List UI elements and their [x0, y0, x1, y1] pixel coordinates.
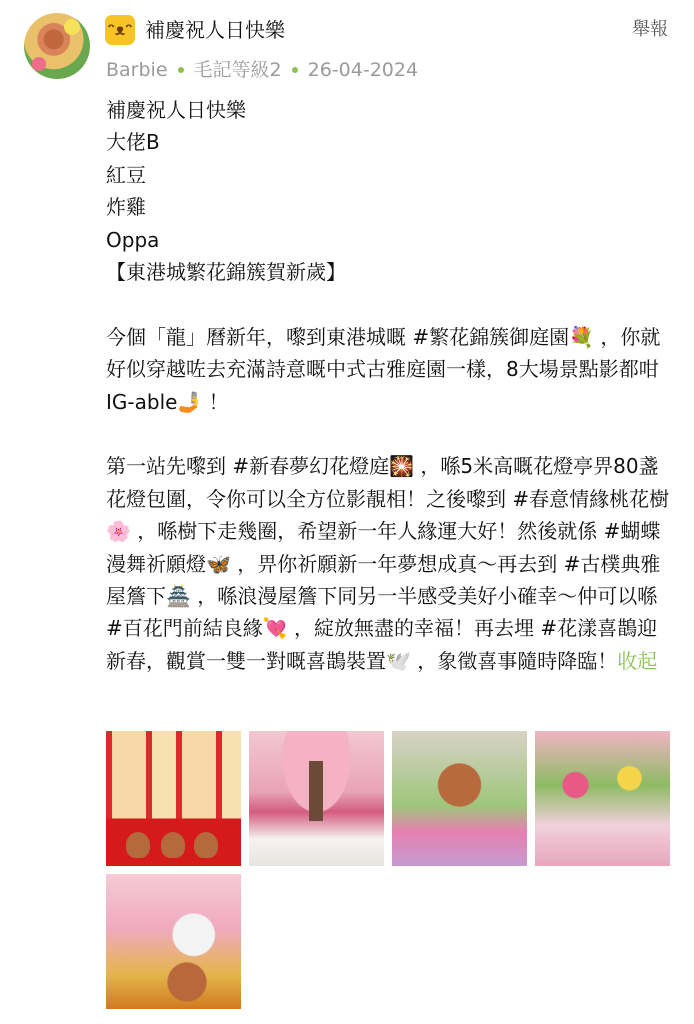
content-line: Oppa [106, 227, 160, 252]
blank-line [106, 288, 672, 320]
user-level: 毛記等級2 [193, 59, 282, 81]
tree-trunk [309, 761, 323, 821]
poodles-with-lion-dance-photo[interactable] [106, 731, 241, 866]
poodle-flower-garden-photo[interactable] [392, 731, 527, 866]
author-name[interactable]: Barbie [106, 59, 168, 81]
report-button[interactable]: 舉報 [632, 19, 668, 40]
content-line: 炸雞 [106, 195, 146, 220]
content-line: 【東港城繁花錦簇賀新歲】 [106, 260, 346, 285]
paragraph-text: 第一站先嚟到 #新春夢幻花燈庭🎇 ，喺5米高嘅花燈亭畀80盞花燈包圍，令你可以全方位影靚相！之後嚟到 #春意情緣桃花樹🌸 ，喺樹下走幾圈，希望新一年人緣運大好！然後就係 #蝴蝶漫舞祈願燈🦋 ，畀你祈願新一年夢想成真～再去到 #古樸典雅屋簷下🏯 ，喺浪漫屋簷下同另一半感受美好小確幸～仲可以喺 #百花門前結良緣💘 ，綻放無盡的幸福！再去埋 #花漾喜鵲迎新春，觀賞一雙一對嘅喜鵲裝置🕊️ ，象徵喜事隨時降臨！ [106, 454, 670, 673]
dog-figure [161, 832, 185, 858]
post-content [106, 94, 672, 677]
dog-figure [194, 832, 218, 858]
grinning-cat-icon: ᵔᴥᵔ [105, 15, 135, 45]
dog-figure [126, 832, 150, 858]
content-paragraph: 今個「龍」曆新年，嚟到東港城嘅 #繁花錦簇御庭園💐 ，你就好似穿越咗去充滿詩意嘅中式古雅庭園一樣，8大場景點影都咁IG-able🤳 ！ [106, 324, 661, 414]
user-avatar[interactable] [24, 13, 90, 79]
blank-line [106, 418, 672, 450]
post-meta [106, 57, 418, 83]
content-line: 紅豆 [106, 162, 146, 187]
collapse-button[interactable]: 收起 [617, 648, 658, 673]
avatar-flower [64, 19, 80, 35]
separator-dot [292, 67, 298, 73]
separator-dot [178, 67, 184, 73]
lion-dance-head-photo[interactable] [106, 874, 241, 1009]
flower-display-photo[interactable] [535, 731, 670, 866]
peach-blossom-tree-photo[interactable] [249, 731, 384, 866]
content-line: 補慶祝人日快樂 [106, 98, 246, 122]
post-date: 26-04-2024 [307, 59, 419, 81]
content-paragraph [106, 450, 672, 677]
avatar-flower [32, 57, 46, 71]
content-line: 大佬B [106, 130, 160, 155]
post-title: 補慶祝人日快樂 [145, 18, 285, 42]
